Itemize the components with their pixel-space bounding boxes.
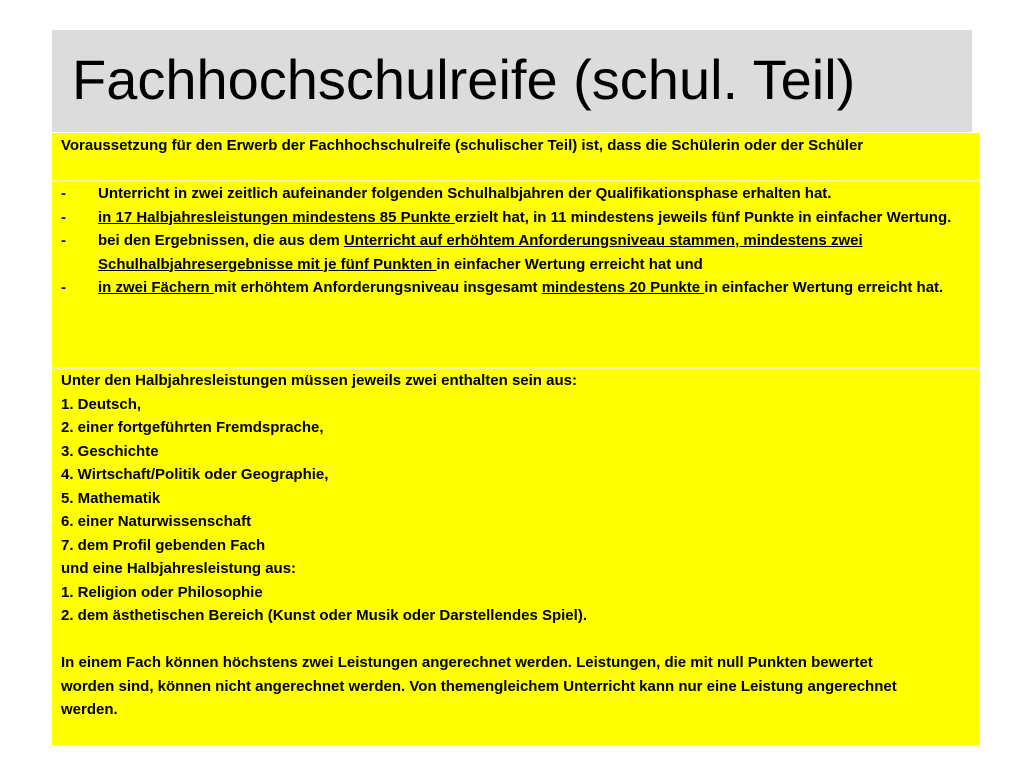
closing-text: In einem Fach können höchstens zwei Leistungen angerechnet werden. Leistungen, die mit null Punkten bewertet worden sind, können nicht angerechnet werden. Von themengleichem Unterricht kann nur eine Leistung angerechnet werden. xyxy=(61,654,897,718)
subjects-heading-b: und eine Halbjahresleistung aus: xyxy=(61,560,297,577)
intro-cell xyxy=(52,133,980,180)
requirement-item xyxy=(61,229,971,276)
underlined-text: in 17 Halbjahresleistungen mindestens 85 Punkte xyxy=(98,208,455,226)
requirement-text: bei den Ergebnissen, die aus dem xyxy=(98,232,344,249)
requirement-text: Unterricht in zwei zeitlich aufeinander folgenden Schulhalbjahren der Qualifikationsphase erhalten hat. xyxy=(98,185,832,202)
slide-title: Fachhochschulreife (schul. Teil) xyxy=(72,48,856,111)
subjects-heading-a: Unter den Halbjahresleistungen müssen jeweils zwei enthalten sein aus: xyxy=(61,372,577,389)
subject-item: 7. dem Profil gebenden Fach xyxy=(61,536,266,554)
subject-item: 4. Wirtschaft/Politik oder Geographie, xyxy=(61,466,329,483)
subject-item: 3. Geschichte xyxy=(61,442,159,460)
requirement-text: in einfacher Wertung erreicht hat und xyxy=(436,255,703,273)
subjects-list-a xyxy=(61,393,980,558)
underlined-text: in zwei Fächern xyxy=(98,279,214,296)
subject-item: 2. dem ästhetischen Bereich (Kunst oder Musik oder Darstellendes Spiel). xyxy=(61,607,587,624)
requirements-list xyxy=(61,182,971,300)
subject-item: 2. einer fortgeführten Fremdsprache, xyxy=(61,419,324,436)
subject-item: 1. Deutsch, xyxy=(61,395,142,413)
bullet-dash: - xyxy=(61,232,66,249)
requirement-text: in einfacher Wertung erreicht hat. xyxy=(704,279,944,296)
requirement-text: erzielt hat, in 11 mindestens jeweils fünf Punkte in einfacher Wertung. xyxy=(454,208,952,226)
subject-item: 6. einer Naturwissenschaft xyxy=(61,513,252,530)
underlined-text: Unterricht auf erhöhtem Anforderungsniveau stammen, mindestens zwei Schulhalbjahresergebnisse mit je fünf Punkten xyxy=(98,232,863,273)
requirement-item xyxy=(61,206,971,230)
intro-text: Voraussetzung für den Erwerb der Fachhochschulreife (schulischer Teil) ist, dass die Schülerin oder der Schüler xyxy=(61,137,864,154)
subjects-cell xyxy=(52,369,980,745)
subject-item: 1. Religion oder Philosophie xyxy=(61,583,263,601)
requirement-item xyxy=(61,276,971,300)
subject-item: 5. Mathematik xyxy=(61,489,161,507)
content-table xyxy=(52,133,980,745)
requirement-text: mit erhöhtem Anforderungsniveau insgesamt xyxy=(213,279,542,296)
bullet-dash: - xyxy=(61,208,66,226)
title-bar xyxy=(52,30,972,132)
spacer xyxy=(61,628,980,652)
bullet-dash: - xyxy=(61,185,66,202)
requirement-item xyxy=(61,182,971,206)
underlined-text: mindestens 20 Punkte xyxy=(541,279,705,296)
subjects-list-b xyxy=(61,581,980,628)
requirements-cell xyxy=(52,182,980,367)
bullet-dash: - xyxy=(61,279,66,296)
